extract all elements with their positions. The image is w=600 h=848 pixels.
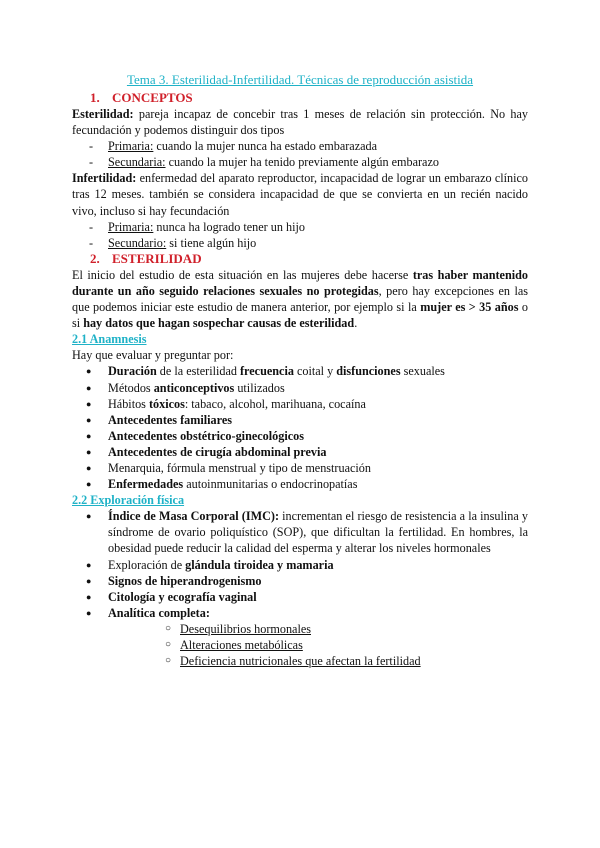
exploracion-list (72, 508, 528, 669)
infertilidad-text: enfermedad del aparato reproductor, incapacidad de lograr un embarazo clínico tras 12 meses. también se considera incapacidad de que se convierta en un recién nacido vivo, incluso si hay fecundación (72, 171, 528, 218)
list-item (72, 508, 528, 556)
text-run-bold: Enfermedades (108, 477, 184, 492)
item-label: Primaria: (108, 219, 154, 234)
text-run: Hábitos (108, 396, 149, 411)
text-run-bold: mujer es > 35 años (420, 300, 519, 315)
text-run-bold: Signos de hiperandrogenismo (108, 573, 262, 588)
esterilidad-types (72, 138, 528, 170)
text-run-bold: frecuencia (240, 364, 294, 379)
text-run: Exploración de (108, 557, 186, 572)
item-text: si tiene algún hijo (166, 235, 257, 250)
text-run-bold: disfunciones (336, 364, 401, 379)
list-item (72, 154, 528, 170)
list-item (72, 396, 528, 412)
list-item (72, 557, 528, 573)
esterilidad-term: Esterilidad: (72, 107, 134, 121)
text-run: incrementan el riesgo de resistencia a la insulina y síndrome de ovario poliquístico (SOP), que dificultan la fertilidad. En hombres, la obesidad puede reducir la calidad del esperma y alterar los niveles hormonales (108, 509, 528, 556)
text-run: . (354, 316, 358, 331)
section-1-heading (72, 90, 528, 106)
anamnesis-intro: Hay que evaluar y preguntar por: (72, 348, 234, 363)
list-item: ○ Alteraciones metabólicas (108, 637, 528, 653)
list-item (72, 589, 528, 605)
list-item (72, 235, 528, 251)
section-2-title: ESTERILIDAD (112, 250, 202, 266)
list-item (72, 363, 528, 379)
list-item (72, 460, 528, 476)
list-item (72, 380, 528, 396)
infertilidad-term: Infertilidad: (72, 171, 137, 186)
section-2-heading (72, 251, 528, 267)
infertilidad-types (72, 219, 528, 251)
anamnesis-heading: 2.1 Anamnesis (72, 332, 147, 347)
list-item (72, 219, 528, 235)
text-run: o si (72, 300, 528, 331)
text-run-bold: Duración (108, 364, 157, 379)
list-item (72, 573, 528, 589)
text-run-bold: tóxicos (148, 396, 185, 411)
item-text: cuando la mujer ha tenido previamente algún embarazo (165, 155, 439, 170)
text-run: coital y (293, 364, 337, 379)
list-item (72, 138, 528, 154)
text-run: El inicio del estudio de esta situación en las mujeres debe hacerse (72, 267, 413, 282)
item-label: Primaria: (108, 139, 154, 154)
analitica-sublist (108, 621, 528, 669)
text-run-bold: tras haber mantenido durante un año seguido relaciones sexuales no protegidas (72, 267, 528, 298)
list-item (72, 476, 528, 492)
text-run: Menarquia, fórmula menstrual y tipo de menstruación (108, 460, 371, 475)
section-1-number: 1. (90, 90, 100, 105)
infertilidad-definition (72, 170, 528, 218)
section-2-number: 2. (90, 250, 100, 266)
item-label: Secundario: (108, 235, 167, 250)
list-item (72, 605, 528, 669)
esterilidad-intro-paragraph (72, 267, 528, 331)
section-1-title: CONCEPTOS (112, 90, 193, 105)
text-run: sexuales (400, 364, 445, 379)
text-run-bold: Analítica completa: (108, 605, 210, 620)
esterilidad-text: pareja incapaz de concebir tras 1 meses de relación sin protección. No hay fecundación y podemos distinguir dos tipos (72, 107, 528, 138)
item-text: cuando la mujer nunca ha estado embarazada (153, 139, 378, 154)
text-run-bold: Índice de Masa Corporal (IMC): (108, 509, 280, 524)
text-run-bold: hay datos que hagan sospechar causas de esterilidad (83, 316, 355, 331)
text-run: de la esterilidad (156, 364, 240, 379)
text-run: autoinmunitarias o endocrinopatías (183, 477, 358, 492)
text-run-bold: Citología y ecografía vaginal (108, 589, 257, 604)
list-item (72, 428, 528, 444)
text-run-bold: Antecedentes familiares (108, 412, 232, 427)
text-run-bold: anticonceptivos (153, 380, 235, 395)
text-run-bold: Antecedentes obstétrico-ginecológicos (108, 428, 304, 443)
text-run: Métodos (108, 380, 154, 395)
anamnesis-list (72, 363, 528, 492)
text-run: utilizados (234, 380, 285, 395)
list-item: ○ Deficiencia nutricionales que afectan la fertilidad (108, 653, 528, 669)
list-item: ○ Desequilibrios hormonales (108, 621, 528, 637)
exploracion-heading: 2.2 Exploración física (72, 493, 185, 508)
item-label: Secundaria: (108, 155, 166, 170)
document-title: Tema 3. Esterilidad-Infertilidad. Técnicas de reproducción asistida (126, 72, 474, 87)
list-item (72, 412, 528, 428)
item-text: nunca ha logrado tener un hijo (153, 219, 305, 234)
text-run: , pero hay excepciones en las que podemos iniciar este estudio de manera anterior, por ejemplo si la (72, 283, 528, 315)
text-run: : tabaco, alcohol, marihuana, cocaína (184, 396, 366, 411)
text-run-bold: glándula tiroidea y mamaria (185, 557, 334, 572)
document-page (72, 72, 528, 669)
list-item (72, 444, 528, 460)
text-run-bold: Antecedentes de cirugía abdominal previa (108, 444, 327, 459)
esterilidad-definition (72, 106, 528, 138)
